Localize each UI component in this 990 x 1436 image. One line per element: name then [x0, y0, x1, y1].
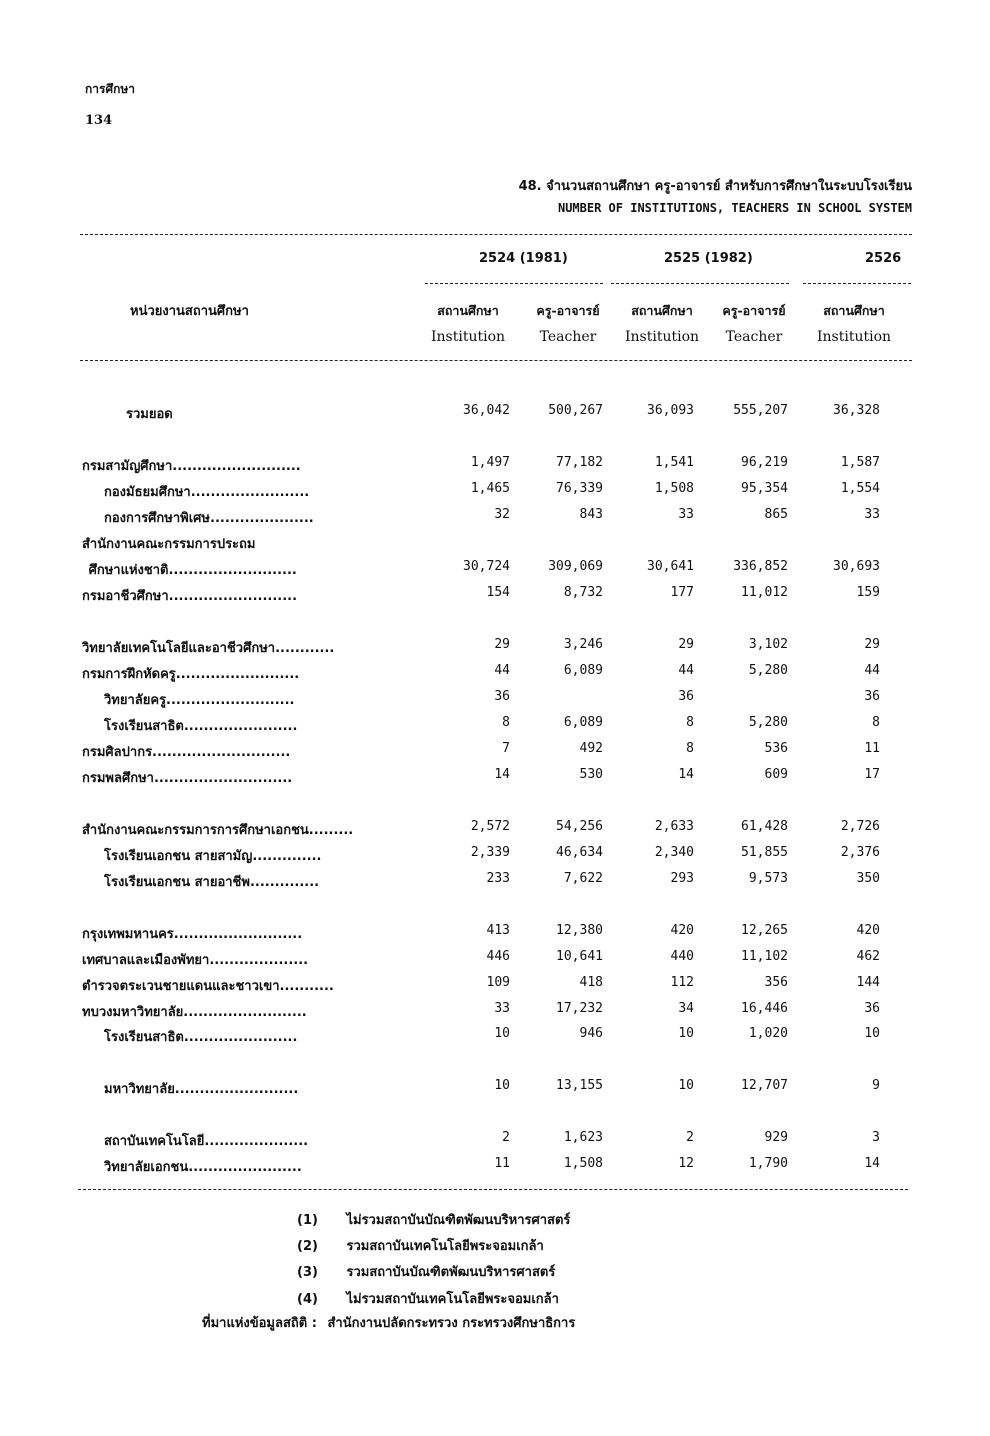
row-label: สำนักงานคณะกรรมการการศึกษาเอกชน.........	[82, 823, 354, 838]
table-cell: 14	[494, 767, 510, 782]
table-cell: 36	[494, 689, 510, 704]
table-cell: 36,093	[647, 403, 694, 418]
page-number: 134	[85, 113, 113, 128]
table-title-thai: 48. จำนวนสถานศึกษา ครู-อาจารย์ สำหรับการศึกษาในระบบโรงเรียน	[518, 179, 912, 194]
table-cell: 6,089	[563, 663, 603, 678]
column-header-thai: ครู-อาจารย์	[536, 303, 600, 318]
table-cell: 2,376	[840, 845, 880, 860]
table-cell: 11,102	[741, 949, 788, 964]
table-cell: 865	[764, 507, 788, 522]
table-cell: 77,182	[556, 455, 603, 470]
table-cell: 7	[502, 741, 510, 756]
table-cell: 2,340	[654, 845, 694, 860]
year-header-2524: 2524 (1981)	[479, 251, 568, 266]
table-cell: 536	[764, 741, 788, 756]
table-row	[0, 1156, 990, 1178]
table-cell: 1,587	[840, 455, 880, 470]
row-label: กรมศิลปากร............................	[82, 745, 291, 760]
table-row	[0, 923, 990, 945]
row-label: โรงเรียนสาธิต.......................	[104, 719, 298, 734]
column-header-english: Institution	[430, 329, 506, 345]
footnote-text: รวมสถาบันบัณฑิตพัฒนบริหารศาสตร์	[346, 1265, 556, 1280]
table-cell: 10	[678, 1026, 694, 1041]
year-header-2525: 2525 (1982)	[664, 251, 753, 266]
table-cell: 440	[670, 949, 694, 964]
footnote-text: รวมสถาบันเทคโนโลยีพระจอมเกล้า	[346, 1239, 544, 1254]
table-cell: 51,855	[741, 845, 788, 860]
table-cell: 462	[856, 949, 880, 964]
table-cell: 159	[856, 585, 880, 600]
row-label: ศึกษาแห่งชาติ..........................	[88, 563, 297, 578]
row-label: กรมการฝึกหัดครู.........................	[82, 667, 300, 682]
table-cell: 350	[856, 871, 880, 886]
footnote-3	[297, 1261, 555, 1282]
table-cell: 8	[872, 715, 880, 730]
table-row	[0, 455, 990, 477]
column-header-english: Institution	[816, 329, 892, 345]
year-rule-2525	[611, 283, 789, 284]
table-cell: 1,020	[748, 1026, 788, 1041]
table-cell: 8	[502, 715, 510, 730]
table-cell: 1,497	[470, 455, 510, 470]
bottom-rule	[78, 1189, 908, 1190]
table-cell: 11,012	[741, 585, 788, 600]
table-cell: 29	[678, 637, 694, 652]
table-row	[0, 689, 990, 711]
table-cell: 96,219	[741, 455, 788, 470]
table-cell: 44	[494, 663, 510, 678]
table-row	[0, 975, 990, 997]
row-label: วิทยาลัยครู..........................	[104, 693, 295, 708]
row-label: มหาวิทยาลัย.........................	[104, 1082, 299, 1097]
row-label: เทศบาลและเมืองพัทยา....................	[82, 953, 309, 968]
table-cell: 6,089	[563, 715, 603, 730]
table-cell: 420	[856, 923, 880, 938]
table-cell: 112	[670, 975, 694, 990]
column-header-teacher-2524	[518, 298, 618, 350]
table-cell: 29	[864, 637, 880, 652]
table-cell: 17,232	[556, 1001, 603, 1016]
table-cell: 12,380	[556, 923, 603, 938]
column-header-english: Teacher	[539, 329, 597, 345]
table-cell: 843	[579, 507, 603, 522]
table-cell: 418	[579, 975, 603, 990]
source-label: ที่มาแห่งข้อมูลสถิติ :	[202, 1316, 317, 1331]
table-cell: 14	[678, 767, 694, 782]
row-label: วิทยาลัยเอกชน.......................	[104, 1160, 302, 1175]
table-row	[0, 585, 990, 607]
year-rule-2524	[425, 283, 603, 284]
table-cell: 530	[579, 767, 603, 782]
table-cell: 929	[764, 1130, 788, 1145]
table-cell: 2	[686, 1130, 694, 1145]
table-cell: 233	[486, 871, 510, 886]
table-row	[0, 1130, 990, 1152]
table-cell: 1,508	[654, 481, 694, 496]
row-label: โรงเรียนสาธิต.......................	[104, 1030, 298, 1045]
source-text: สำนักงานปลัดกระทรวง กระทรวงศึกษาธิการ	[327, 1316, 576, 1331]
source-line	[202, 1312, 575, 1333]
table-cell: 33	[678, 507, 694, 522]
row-label: กรมสามัญศึกษา..........................	[82, 459, 301, 474]
table-cell: 1,465	[470, 481, 510, 496]
table-cell: 2	[502, 1130, 510, 1145]
table-cell: 492	[579, 741, 603, 756]
table-row	[0, 819, 990, 841]
table-cell: 10	[678, 1078, 694, 1093]
column-header-teacher-2525	[704, 298, 804, 350]
table-cell: 10,641	[556, 949, 603, 964]
table-cell: 609	[764, 767, 788, 782]
table-cell: 36	[864, 689, 880, 704]
table-row	[0, 559, 990, 581]
row-label: กองมัธยมศึกษา........................	[104, 485, 310, 500]
header-bottom-rule	[80, 360, 912, 361]
row-label: สถาบันเทคโนโลยี.....................	[104, 1134, 309, 1149]
table-cell: 30,724	[463, 559, 510, 574]
table-cell: 1,790	[748, 1156, 788, 1171]
row-label: กรมอาชีวศึกษา..........................	[82, 589, 298, 604]
table-cell: 10	[864, 1026, 880, 1041]
table-cell: 8,732	[563, 585, 603, 600]
table-cell: 336,852	[733, 559, 788, 574]
table-title-english: NUMBER OF INSTITUTIONS, TEACHERS IN SCHOOL SYSTEM	[557, 201, 912, 215]
table-cell: 3	[872, 1130, 880, 1145]
footnote-4	[297, 1288, 559, 1309]
table-row	[0, 403, 990, 425]
table-cell: 54,256	[556, 819, 603, 834]
table-cell: 36	[864, 1001, 880, 1016]
table-cell: 76,339	[556, 481, 603, 496]
table-cell: 446	[486, 949, 510, 964]
table-cell: 36,328	[833, 403, 880, 418]
table-cell: 555,207	[733, 403, 788, 418]
table-cell: 32	[494, 507, 510, 522]
row-label: วิทยาลัยเทคโนโลยีและอาชีวศึกษา............	[82, 641, 335, 656]
table-row	[0, 949, 990, 971]
footnote-text: ไม่รวมสถาบันบัณฑิตพัฒนบริหารศาสตร์	[346, 1213, 571, 1228]
table-row	[0, 715, 990, 737]
column-header-thai: ครู-อาจารย์	[722, 303, 786, 318]
table-cell: 44	[864, 663, 880, 678]
table-row	[0, 1078, 990, 1100]
table-cell: 16,446	[741, 1001, 788, 1016]
table-cell: 34	[678, 1001, 694, 1016]
row-label: ตำรวจตระเวนชายแดนและชาวเขา...........	[82, 979, 334, 994]
row-label: กรมพลศึกษา............................	[82, 771, 293, 786]
table-cell: 44	[678, 663, 694, 678]
table-cell: 1,541	[654, 455, 694, 470]
table-cell: 12,707	[741, 1078, 788, 1093]
table-row	[0, 871, 990, 893]
table-cell: 10	[494, 1078, 510, 1093]
table-row	[0, 1026, 990, 1048]
table-cell: 2,726	[840, 819, 880, 834]
table-cell: 144	[856, 975, 880, 990]
table-row	[0, 767, 990, 789]
table-cell: 12	[678, 1156, 694, 1171]
table-cell: 36,042	[463, 403, 510, 418]
table-cell: 1,623	[563, 1130, 603, 1145]
table-row	[0, 663, 990, 685]
table-cell: 33	[864, 507, 880, 522]
table-cell: 7,622	[563, 871, 603, 886]
row-label: ทบวงมหาวิทยาลัย.........................	[82, 1005, 307, 1020]
footnote-2	[297, 1235, 544, 1256]
table-cell: 8	[686, 741, 694, 756]
column-header-institution-2525	[612, 298, 712, 350]
table-cell: 30,641	[647, 559, 694, 574]
row-label: กองการศึกษาพิเศษ.....................	[104, 511, 314, 526]
table-cell: 420	[670, 923, 694, 938]
column-header-english: Teacher	[725, 329, 783, 345]
table-cell: 1,554	[840, 481, 880, 496]
table-cell: 29	[494, 637, 510, 652]
table-cell: 1,508	[563, 1156, 603, 1171]
table-cell: 309,069	[548, 559, 603, 574]
table-cell: 8	[686, 715, 694, 730]
table-cell: 9	[872, 1078, 880, 1093]
column-header-thai: สถานศึกษา	[631, 303, 693, 318]
footnote-mark: (4)	[297, 1292, 318, 1307]
table-row	[0, 845, 990, 867]
table-row	[0, 741, 990, 763]
table-cell: 12,265	[741, 923, 788, 938]
footnote-1	[297, 1209, 570, 1230]
table-cell: 293	[670, 871, 694, 886]
top-rule	[80, 234, 912, 235]
footnote-mark: (1)	[297, 1213, 318, 1228]
column-header-institution-2526	[804, 298, 904, 350]
row-header-label: หน่วยงานสถานศึกษา	[130, 304, 249, 319]
table-cell: 17	[864, 767, 880, 782]
table-cell: 109	[486, 975, 510, 990]
year-header-2526: 2526	[865, 251, 902, 266]
table-cell: 2,572	[470, 819, 510, 834]
table-cell: 13,155	[556, 1078, 603, 1093]
table-cell: 2,339	[470, 845, 510, 860]
row-label: โรงเรียนเอกชน สายสามัญ..............	[104, 849, 322, 864]
table-cell: 2,633	[654, 819, 694, 834]
column-header-institution-2524	[418, 298, 518, 350]
table-cell: 3,246	[563, 637, 603, 652]
table-cell: 3,102	[748, 637, 788, 652]
row-label: โรงเรียนเอกชน สายอาชีพ..............	[104, 875, 320, 890]
section-title: การศึกษา	[85, 82, 135, 96]
row-label: กรุงเทพมหานคร..........................	[82, 927, 303, 942]
year-rule-2526	[803, 283, 911, 284]
column-header-english: Institution	[624, 329, 700, 345]
table-row	[0, 637, 990, 659]
table-cell: 177	[670, 585, 694, 600]
table-cell: 46,634	[556, 845, 603, 860]
table-cell: 154	[486, 585, 510, 600]
table-cell: 5,280	[748, 663, 788, 678]
table-cell: 10	[494, 1026, 510, 1041]
table-row	[0, 533, 990, 555]
column-header-thai: สถานศึกษา	[823, 303, 885, 318]
row-label: รวมยอด	[126, 407, 173, 422]
table-cell: 11	[864, 741, 880, 756]
table-cell: 356	[764, 975, 788, 990]
footnote-text: ไม่รวมสถาบันเทคโนโลยีพระจอมเกล้า	[346, 1292, 559, 1307]
table-cell: 500,267	[548, 403, 603, 418]
table-cell: 946	[579, 1026, 603, 1041]
table-row	[0, 507, 990, 529]
table-cell: 9,573	[748, 871, 788, 886]
table-cell: 33	[494, 1001, 510, 1016]
table-row	[0, 1001, 990, 1023]
table-cell: 61,428	[741, 819, 788, 834]
row-label: สำนักงานคณะกรรมการประถม	[82, 537, 256, 552]
table-cell: 11	[494, 1156, 510, 1171]
column-header-thai: สถานศึกษา	[437, 303, 499, 318]
table-cell: 30,693	[833, 559, 880, 574]
table-cell: 14	[864, 1156, 880, 1171]
footnote-mark: (3)	[297, 1265, 318, 1280]
table-cell: 36	[678, 689, 694, 704]
table-row	[0, 481, 990, 503]
table-cell: 413	[486, 923, 510, 938]
table-cell: 95,354	[741, 481, 788, 496]
footnote-mark: (2)	[297, 1239, 318, 1254]
table-cell: 5,280	[748, 715, 788, 730]
